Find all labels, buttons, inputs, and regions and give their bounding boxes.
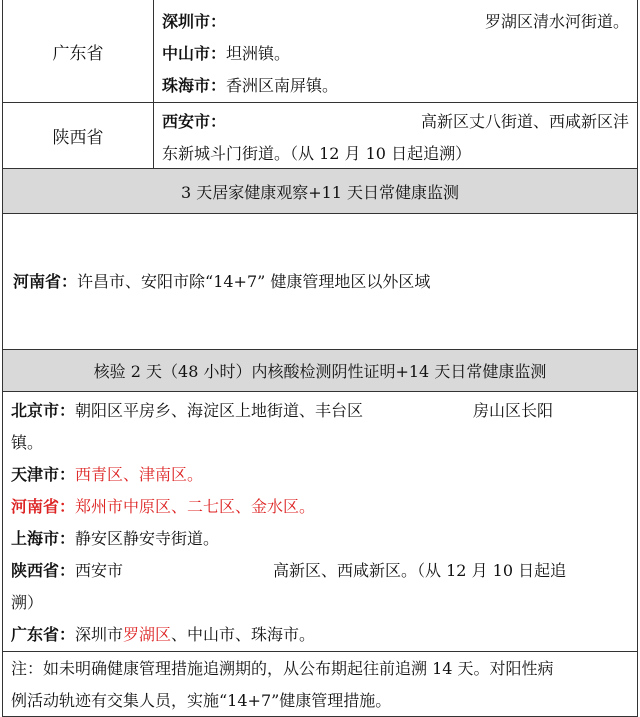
- health-management-table: [2, 0, 638, 717]
- xian-line-1: [162, 106, 629, 138]
- henan-line: [3, 491, 637, 523]
- section-body-2: [3, 392, 637, 652]
- zhuhai-area: 香洲区南屏镇。: [226, 76, 339, 95]
- xian-line-2: 东新城斗门街道。（从 12 月 10 日起追溯）: [162, 144, 472, 163]
- note-line-1: 注：如未明确健康管理措施追溯期的，从公布期起往前追溯 14 天。对阳性病: [11, 659, 554, 678]
- guangdong-row: [3, 0, 637, 103]
- beijing-text-2: 房山区长阳: [473, 401, 554, 420]
- shenzhen-area: 罗湖区清水河街道。: [484, 12, 629, 31]
- shaanxi-cities: [154, 103, 637, 168]
- henan-text: 郑州市中原区、二七区、金水区。: [75, 497, 316, 516]
- province-cell-guangdong: 广东省: [3, 0, 154, 102]
- shaanxi-line-2: 溯）: [11, 593, 44, 612]
- beijing-line-1: [3, 395, 637, 427]
- shenzhen-line: [162, 6, 629, 38]
- city-label-zhuhai: 珠海市：: [162, 76, 227, 95]
- city-label-xian: 西安市：: [162, 112, 227, 131]
- note-row: [3, 652, 637, 717]
- shaanxi-line-1: [3, 555, 637, 587]
- province-label-beijing: 北京市：: [11, 401, 76, 420]
- guangdong-text-a: 深圳市: [75, 625, 124, 644]
- guangdong-cities: [154, 0, 637, 102]
- zhuhai-line: [162, 70, 629, 102]
- guangdong-text-c: 、中山市、珠海市。: [171, 625, 316, 644]
- section-header-1: 3 天居家健康观察+11 天日常健康监测: [3, 169, 637, 214]
- city-label-zhongshan: 中山市：: [162, 44, 227, 63]
- province-label-shaanxi: 陕西省：: [11, 561, 76, 580]
- tianjin-text: 西青区、津南区。: [75, 465, 204, 484]
- xian-area-1: 高新区丈八街道、西咸新区沣: [420, 112, 629, 131]
- province-label-guangdong: 广东省：: [11, 625, 76, 644]
- beijing-text-1: 朝阳区平房乡、海淀区上地街道、丰台区: [75, 401, 364, 420]
- note-line-2: 例活动轨迹有交集人员，实施“14+7”健康管理措施。: [11, 691, 392, 710]
- zhongshan-area: 坦洲镇。: [226, 44, 291, 63]
- section-header-2: 核验 2 天（48 小时）内核酸检测阴性证明+14 天日常健康监测: [3, 350, 637, 392]
- zhongshan-line: [162, 38, 629, 70]
- beijing-line-2: 镇。: [11, 433, 44, 452]
- shanghai-line: [3, 523, 637, 555]
- guangdong-text-b: 罗湖区: [123, 625, 172, 644]
- section-body-1: [3, 214, 637, 350]
- henan-observation-line: [3, 266, 438, 298]
- tianjin-line: [3, 459, 637, 491]
- province-label-shanghai: 上海市：: [11, 529, 76, 548]
- shaanxi-text-2: 高新区、西咸新区。（从 12 月 10 日起追: [273, 561, 567, 580]
- guangdong-line: [3, 619, 637, 651]
- province-label-henan-2: 河南省：: [11, 497, 76, 516]
- henan-observation-text: 许昌市、安阳市除“14+7” 健康管理地区以外区域: [77, 271, 431, 291]
- shanghai-text: 静安区静安寺街道。: [75, 529, 220, 548]
- province-label-henan: 河南省：: [13, 271, 78, 291]
- province-label-tianjin: 天津市：: [11, 465, 76, 484]
- city-label-shenzhen: 深圳市：: [162, 12, 227, 31]
- shaanxi-text-1: 西安市: [75, 561, 124, 580]
- shaanxi-row: [3, 103, 637, 169]
- province-cell-shaanxi: 陕西省: [3, 103, 154, 168]
